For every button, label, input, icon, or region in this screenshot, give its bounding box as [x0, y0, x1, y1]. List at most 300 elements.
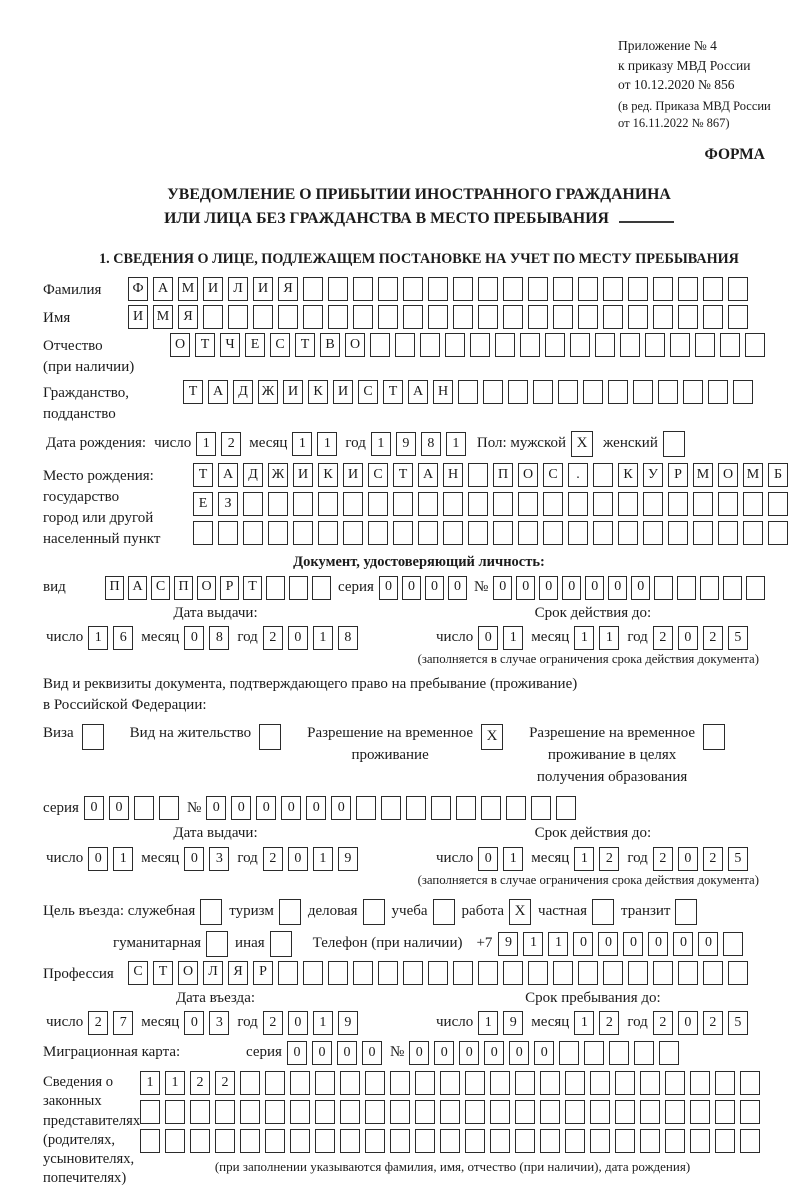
char-cell[interactable] — [746, 576, 765, 600]
char-cell[interactable]: 1 — [113, 847, 133, 871]
char-cell[interactable]: А — [128, 576, 147, 600]
char-cell[interactable]: 0 — [281, 796, 301, 820]
char-cell[interactable]: Я — [228, 961, 248, 985]
char-cell[interactable]: К — [318, 463, 338, 487]
temp-residence-education-checkbox[interactable] — [703, 724, 725, 750]
char-cell[interactable]: С — [151, 576, 170, 600]
char-cell[interactable] — [470, 333, 490, 357]
char-cell[interactable] — [289, 576, 308, 600]
char-cell[interactable] — [243, 521, 263, 545]
char-cell[interactable]: 0 — [598, 932, 618, 956]
char-cell[interactable] — [395, 333, 415, 357]
char-cell[interactable]: З — [218, 492, 238, 516]
char-cell[interactable]: 0 — [84, 796, 104, 820]
char-cell[interactable] — [768, 521, 788, 545]
char-cell[interactable] — [458, 380, 478, 404]
char-cell[interactable] — [518, 521, 538, 545]
char-cell[interactable] — [743, 492, 763, 516]
char-cell[interactable]: 2 — [599, 1011, 619, 1035]
char-cell[interactable] — [540, 1100, 560, 1124]
char-cell[interactable] — [533, 380, 553, 404]
char-cell[interactable]: 0 — [478, 626, 498, 650]
char-cell[interactable] — [633, 380, 653, 404]
char-cell[interactable]: 0 — [337, 1041, 357, 1065]
char-cell[interactable] — [215, 1129, 235, 1153]
char-cell[interactable]: М — [178, 277, 198, 301]
char-cell[interactable]: 1 — [503, 847, 523, 871]
char-cell[interactable]: 2 — [703, 626, 723, 650]
char-cell[interactable] — [490, 1129, 510, 1153]
char-cell[interactable] — [418, 521, 438, 545]
char-cell[interactable] — [593, 492, 613, 516]
char-cell[interactable]: 0 — [698, 932, 718, 956]
char-cell[interactable]: Ж — [258, 380, 278, 404]
char-cell[interactable] — [340, 1129, 360, 1153]
char-cell[interactable] — [503, 961, 523, 985]
char-cell[interactable]: 0 — [493, 576, 512, 600]
char-cell[interactable] — [659, 1041, 679, 1065]
male-checkbox[interactable]: X — [571, 431, 593, 457]
char-cell[interactable] — [740, 1129, 760, 1153]
char-cell[interactable] — [431, 796, 451, 820]
char-cell[interactable] — [683, 380, 703, 404]
char-cell[interactable]: И — [293, 463, 313, 487]
female-checkbox[interactable] — [663, 431, 685, 457]
char-cell[interactable]: 0 — [534, 1041, 554, 1065]
char-cell[interactable] — [356, 796, 376, 820]
char-cell[interactable]: 9 — [498, 932, 518, 956]
char-cell[interactable]: Ж — [268, 463, 288, 487]
char-cell[interactable]: 3 — [209, 1011, 229, 1035]
char-cell[interactable]: 0 — [184, 626, 204, 650]
char-cell[interactable] — [558, 380, 578, 404]
char-cell[interactable]: О — [197, 576, 216, 600]
char-cell[interactable] — [718, 521, 738, 545]
char-cell[interactable] — [628, 961, 648, 985]
char-cell[interactable] — [403, 305, 423, 329]
char-cell[interactable]: 0 — [184, 1011, 204, 1035]
char-cell[interactable]: 3 — [209, 847, 229, 871]
char-cell[interactable] — [370, 333, 390, 357]
char-cell[interactable]: 0 — [109, 796, 129, 820]
char-cell[interactable]: 0 — [184, 847, 204, 871]
char-cell[interactable]: П — [493, 463, 513, 487]
char-cell[interactable] — [403, 961, 423, 985]
char-cell[interactable] — [353, 961, 373, 985]
char-cell[interactable] — [703, 277, 723, 301]
char-cell[interactable]: Н — [443, 463, 463, 487]
char-cell[interactable] — [690, 1100, 710, 1124]
char-cell[interactable] — [618, 492, 638, 516]
char-cell[interactable]: 0 — [288, 847, 308, 871]
char-cell[interactable]: 0 — [678, 1011, 698, 1035]
char-cell[interactable] — [584, 1041, 604, 1065]
char-cell[interactable] — [365, 1129, 385, 1153]
char-cell[interactable]: 1 — [599, 626, 619, 650]
char-cell[interactable] — [553, 305, 573, 329]
char-cell[interactable] — [265, 1100, 285, 1124]
char-cell[interactable]: . — [568, 463, 588, 487]
char-cell[interactable] — [290, 1129, 310, 1153]
char-cell[interactable] — [393, 521, 413, 545]
char-cell[interactable] — [165, 1100, 185, 1124]
char-cell[interactable]: А — [208, 380, 228, 404]
char-cell[interactable]: 0 — [409, 1041, 429, 1065]
char-cell[interactable]: О — [170, 333, 190, 357]
char-cell[interactable]: П — [105, 576, 124, 600]
char-cell[interactable] — [378, 277, 398, 301]
char-cell[interactable] — [565, 1071, 585, 1095]
char-cell[interactable] — [353, 305, 373, 329]
char-cell[interactable]: 0 — [459, 1041, 479, 1065]
char-cell[interactable] — [590, 1100, 610, 1124]
char-cell[interactable]: 0 — [402, 576, 421, 600]
char-cell[interactable]: 1 — [523, 932, 543, 956]
char-cell[interactable] — [603, 961, 623, 985]
char-cell[interactable]: 9 — [503, 1011, 523, 1035]
char-cell[interactable]: С — [368, 463, 388, 487]
char-cell[interactable] — [506, 796, 526, 820]
char-cell[interactable]: 1 — [574, 1011, 594, 1035]
char-cell[interactable]: П — [174, 576, 193, 600]
char-cell[interactable] — [478, 961, 498, 985]
char-cell[interactable]: 0 — [312, 1041, 332, 1065]
char-cell[interactable] — [415, 1129, 435, 1153]
char-cell[interactable] — [708, 380, 728, 404]
char-cell[interactable]: 0 — [509, 1041, 529, 1065]
char-cell[interactable] — [528, 961, 548, 985]
char-cell[interactable] — [443, 521, 463, 545]
char-cell[interactable] — [743, 521, 763, 545]
char-cell[interactable] — [190, 1100, 210, 1124]
char-cell[interactable]: 1 — [446, 432, 466, 456]
char-cell[interactable]: 2 — [215, 1071, 235, 1095]
char-cell[interactable]: 0 — [623, 932, 643, 956]
char-cell[interactable]: 0 — [434, 1041, 454, 1065]
char-cell[interactable]: 0 — [539, 576, 558, 600]
char-cell[interactable] — [390, 1100, 410, 1124]
char-cell[interactable] — [365, 1071, 385, 1095]
char-cell[interactable] — [243, 492, 263, 516]
char-cell[interactable] — [290, 1071, 310, 1095]
char-cell[interactable] — [483, 380, 503, 404]
char-cell[interactable] — [590, 1129, 610, 1153]
char-cell[interactable] — [265, 1071, 285, 1095]
visa-checkbox[interactable] — [82, 724, 104, 750]
char-cell[interactable] — [503, 277, 523, 301]
char-cell[interactable]: 1 — [574, 847, 594, 871]
char-cell[interactable] — [290, 1100, 310, 1124]
char-cell[interactable] — [700, 576, 719, 600]
char-cell[interactable]: 1 — [88, 626, 108, 650]
char-cell[interactable] — [415, 1071, 435, 1095]
char-cell[interactable] — [481, 796, 501, 820]
char-cell[interactable] — [406, 796, 426, 820]
char-cell[interactable]: 1 — [548, 932, 568, 956]
char-cell[interactable] — [695, 333, 715, 357]
char-cell[interactable] — [490, 1071, 510, 1095]
char-cell[interactable] — [677, 576, 696, 600]
char-cell[interactable] — [590, 1071, 610, 1095]
char-cell[interactable]: Р — [668, 463, 688, 487]
char-cell[interactable] — [493, 521, 513, 545]
char-cell[interactable]: 1 — [165, 1071, 185, 1095]
char-cell[interactable] — [583, 380, 603, 404]
char-cell[interactable]: 2 — [221, 432, 241, 456]
char-cell[interactable] — [640, 1100, 660, 1124]
char-cell[interactable] — [218, 521, 238, 545]
char-cell[interactable]: 8 — [338, 626, 358, 650]
char-cell[interactable] — [453, 305, 473, 329]
char-cell[interactable] — [443, 492, 463, 516]
char-cell[interactable]: 0 — [631, 576, 650, 600]
char-cell[interactable] — [668, 492, 688, 516]
char-cell[interactable] — [515, 1100, 535, 1124]
char-cell[interactable] — [493, 492, 513, 516]
char-cell[interactable]: Ф — [128, 277, 148, 301]
char-cell[interactable] — [690, 1071, 710, 1095]
char-cell[interactable] — [645, 333, 665, 357]
char-cell[interactable] — [328, 277, 348, 301]
char-cell[interactable]: И — [343, 463, 363, 487]
char-cell[interactable] — [654, 576, 673, 600]
char-cell[interactable]: Е — [193, 492, 213, 516]
char-cell[interactable]: Н — [433, 380, 453, 404]
char-cell[interactable]: 2 — [190, 1071, 210, 1095]
char-cell[interactable] — [608, 380, 628, 404]
char-cell[interactable]: 2 — [703, 1011, 723, 1035]
char-cell[interactable] — [728, 277, 748, 301]
char-cell[interactable] — [228, 305, 248, 329]
char-cell[interactable] — [378, 305, 398, 329]
char-cell[interactable] — [278, 961, 298, 985]
char-cell[interactable] — [643, 521, 663, 545]
char-cell[interactable] — [658, 380, 678, 404]
char-cell[interactable] — [365, 1100, 385, 1124]
char-cell[interactable]: Я — [178, 305, 198, 329]
char-cell[interactable]: 1 — [196, 432, 216, 456]
purpose-tourism-checkbox[interactable] — [279, 899, 301, 925]
char-cell[interactable] — [420, 333, 440, 357]
char-cell[interactable] — [490, 1100, 510, 1124]
char-cell[interactable] — [640, 1129, 660, 1153]
char-cell[interactable] — [634, 1041, 654, 1065]
char-cell[interactable] — [240, 1129, 260, 1153]
char-cell[interactable] — [528, 277, 548, 301]
char-cell[interactable] — [640, 1071, 660, 1095]
char-cell[interactable] — [303, 961, 323, 985]
char-cell[interactable] — [508, 380, 528, 404]
char-cell[interactable] — [381, 796, 401, 820]
char-cell[interactable] — [468, 463, 488, 487]
char-cell[interactable]: 2 — [653, 626, 673, 650]
char-cell[interactable] — [303, 305, 323, 329]
char-cell[interactable]: 9 — [396, 432, 416, 456]
char-cell[interactable] — [740, 1071, 760, 1095]
char-cell[interactable] — [465, 1129, 485, 1153]
char-cell[interactable] — [293, 521, 313, 545]
residence-permit-checkbox[interactable] — [259, 724, 281, 750]
char-cell[interactable] — [568, 521, 588, 545]
char-cell[interactable] — [615, 1100, 635, 1124]
char-cell[interactable]: С — [270, 333, 290, 357]
char-cell[interactable]: 0 — [516, 576, 535, 600]
char-cell[interactable]: А — [218, 463, 238, 487]
char-cell[interactable] — [393, 492, 413, 516]
char-cell[interactable] — [265, 1129, 285, 1153]
char-cell[interactable] — [268, 492, 288, 516]
char-cell[interactable]: А — [408, 380, 428, 404]
char-cell[interactable] — [715, 1100, 735, 1124]
purpose-work-checkbox[interactable]: X — [509, 899, 531, 925]
char-cell[interactable] — [740, 1100, 760, 1124]
char-cell[interactable] — [343, 492, 363, 516]
char-cell[interactable] — [703, 305, 723, 329]
char-cell[interactable]: 1 — [292, 432, 312, 456]
char-cell[interactable]: 5 — [728, 1011, 748, 1035]
char-cell[interactable]: Я — [278, 277, 298, 301]
char-cell[interactable]: Т — [295, 333, 315, 357]
char-cell[interactable] — [559, 1041, 579, 1065]
char-cell[interactable] — [715, 1071, 735, 1095]
char-cell[interactable]: 8 — [421, 432, 441, 456]
char-cell[interactable]: 2 — [703, 847, 723, 871]
char-cell[interactable]: 0 — [425, 576, 444, 600]
char-cell[interactable] — [340, 1071, 360, 1095]
char-cell[interactable] — [703, 961, 723, 985]
char-cell[interactable] — [165, 1129, 185, 1153]
purpose-business-checkbox[interactable] — [363, 899, 385, 925]
char-cell[interactable]: 5 — [728, 847, 748, 871]
char-cell[interactable] — [253, 305, 273, 329]
char-cell[interactable]: С — [358, 380, 378, 404]
purpose-private-checkbox[interactable] — [592, 899, 614, 925]
char-cell[interactable]: К — [308, 380, 328, 404]
char-cell[interactable]: В — [320, 333, 340, 357]
char-cell[interactable]: Т — [393, 463, 413, 487]
char-cell[interactable] — [578, 305, 598, 329]
char-cell[interactable] — [595, 333, 615, 357]
char-cell[interactable] — [193, 521, 213, 545]
char-cell[interactable]: 2 — [653, 847, 673, 871]
char-cell[interactable]: М — [153, 305, 173, 329]
char-cell[interactable] — [315, 1129, 335, 1153]
char-cell[interactable] — [390, 1071, 410, 1095]
char-cell[interactable] — [690, 1129, 710, 1153]
char-cell[interactable] — [693, 492, 713, 516]
char-cell[interactable] — [440, 1100, 460, 1124]
char-cell[interactable]: О — [518, 463, 538, 487]
char-cell[interactable]: 6 — [113, 626, 133, 650]
char-cell[interactable] — [565, 1100, 585, 1124]
char-cell[interactable]: 0 — [231, 796, 251, 820]
char-cell[interactable] — [628, 277, 648, 301]
char-cell[interactable] — [465, 1100, 485, 1124]
char-cell[interactable]: 0 — [678, 847, 698, 871]
char-cell[interactable]: 1 — [574, 626, 594, 650]
char-cell[interactable]: 0 — [256, 796, 276, 820]
char-cell[interactable]: Б — [768, 463, 788, 487]
char-cell[interactable]: 0 — [648, 932, 668, 956]
char-cell[interactable] — [453, 961, 473, 985]
char-cell[interactable] — [266, 576, 285, 600]
char-cell[interactable]: 1 — [313, 1011, 333, 1035]
char-cell[interactable] — [353, 277, 373, 301]
char-cell[interactable]: У — [643, 463, 663, 487]
char-cell[interactable]: И — [283, 380, 303, 404]
char-cell[interactable] — [540, 1071, 560, 1095]
char-cell[interactable]: 0 — [608, 576, 627, 600]
char-cell[interactable] — [603, 277, 623, 301]
char-cell[interactable]: Т — [243, 576, 262, 600]
char-cell[interactable] — [678, 961, 698, 985]
char-cell[interactable]: 7 — [113, 1011, 133, 1035]
char-cell[interactable]: Т — [193, 463, 213, 487]
purpose-transit-checkbox[interactable] — [675, 899, 697, 925]
char-cell[interactable]: О — [178, 961, 198, 985]
char-cell[interactable] — [328, 305, 348, 329]
char-cell[interactable]: О — [718, 463, 738, 487]
char-cell[interactable] — [556, 796, 576, 820]
char-cell[interactable] — [540, 1129, 560, 1153]
char-cell[interactable] — [620, 333, 640, 357]
char-cell[interactable] — [140, 1129, 160, 1153]
char-cell[interactable]: 0 — [673, 932, 693, 956]
char-cell[interactable]: 0 — [562, 576, 581, 600]
char-cell[interactable]: И — [203, 277, 223, 301]
char-cell[interactable] — [428, 961, 448, 985]
char-cell[interactable] — [728, 961, 748, 985]
char-cell[interactable] — [668, 521, 688, 545]
char-cell[interactable] — [733, 380, 753, 404]
char-cell[interactable]: 0 — [288, 1011, 308, 1035]
char-cell[interactable]: 0 — [585, 576, 604, 600]
char-cell[interactable]: Е — [245, 333, 265, 357]
char-cell[interactable]: И — [128, 305, 148, 329]
char-cell[interactable] — [368, 521, 388, 545]
char-cell[interactable]: О — [345, 333, 365, 357]
char-cell[interactable]: 1 — [478, 1011, 498, 1035]
char-cell[interactable] — [456, 796, 476, 820]
char-cell[interactable]: 1 — [503, 626, 523, 650]
char-cell[interactable] — [134, 796, 154, 820]
char-cell[interactable]: 8 — [209, 626, 229, 650]
char-cell[interactable]: Л — [203, 961, 223, 985]
char-cell[interactable] — [653, 277, 673, 301]
char-cell[interactable] — [723, 576, 742, 600]
char-cell[interactable] — [503, 305, 523, 329]
char-cell[interactable] — [318, 521, 338, 545]
purpose-other-checkbox[interactable] — [270, 931, 292, 957]
char-cell[interactable]: 1 — [371, 432, 391, 456]
char-cell[interactable] — [578, 961, 598, 985]
char-cell[interactable] — [728, 305, 748, 329]
char-cell[interactable] — [593, 463, 613, 487]
char-cell[interactable] — [609, 1041, 629, 1065]
temp-residence-checkbox[interactable]: X — [481, 724, 503, 750]
char-cell[interactable] — [215, 1100, 235, 1124]
char-cell[interactable] — [478, 277, 498, 301]
char-cell[interactable] — [468, 521, 488, 545]
char-cell[interactable] — [653, 305, 673, 329]
char-cell[interactable] — [418, 492, 438, 516]
char-cell[interactable] — [428, 277, 448, 301]
char-cell[interactable]: 0 — [379, 576, 398, 600]
char-cell[interactable] — [518, 492, 538, 516]
char-cell[interactable] — [440, 1071, 460, 1095]
char-cell[interactable]: Т — [183, 380, 203, 404]
char-cell[interactable] — [553, 961, 573, 985]
